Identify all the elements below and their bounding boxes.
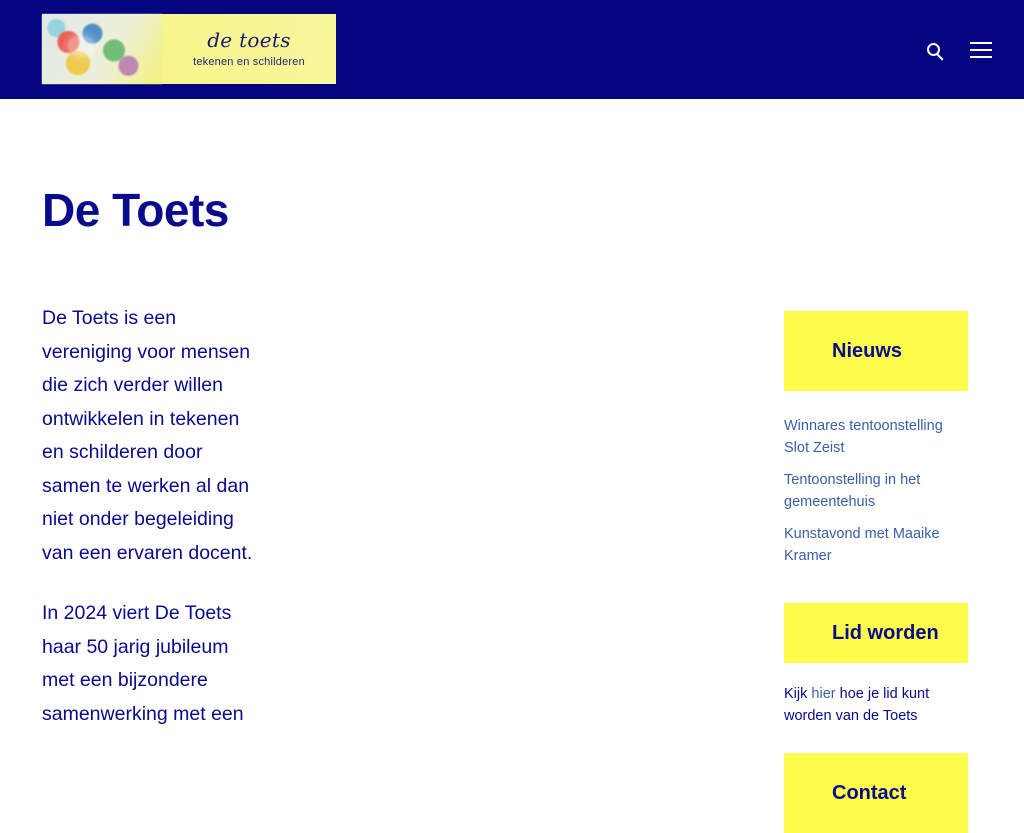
menu-toggle-button[interactable]: [968, 37, 994, 63]
list-item[interactable]: [784, 469, 968, 513]
logo-text: [162, 14, 336, 84]
membership-text: [784, 663, 968, 727]
membership-text-after: hoe je lid kunt worden van de Toets: [784, 686, 930, 724]
search-button[interactable]: [920, 37, 946, 63]
news-link[interactable]: Tentoonstelling in het gemeentehuis: [784, 472, 921, 510]
site-header: [0, 0, 1024, 99]
logo-title: de toets: [207, 28, 291, 52]
page-title: De Toets: [42, 184, 229, 236]
intro-text: [42, 302, 260, 731]
widget-title-lid-worden: Lid worden: [784, 603, 968, 663]
sidebar: [784, 311, 968, 833]
palette-painting-icon: [42, 14, 162, 84]
spacer: [784, 727, 968, 753]
membership-text-before: Kijk: [784, 686, 808, 702]
paragraph: In 2024 viert De Toets haar 50 jarig jubileum met een bijzondere samenwerking met een: [42, 602, 244, 725]
burger-line: [970, 42, 992, 44]
spacer: [784, 577, 968, 603]
header-actions: [920, 0, 994, 99]
membership-link[interactable]: hier: [811, 686, 836, 702]
news-link[interactable]: Kunstavond met Maaike Kramer: [784, 526, 940, 564]
news-link[interactable]: Winnares tentoonstelling Slot Zeist: [784, 418, 943, 456]
list-item[interactable]: [784, 523, 968, 567]
burger-line: [970, 49, 992, 51]
main-content: [42, 99, 742, 758]
widget-title-contact: Contact: [784, 753, 968, 833]
burger-line: [970, 56, 992, 58]
logo-subtitle: tekenen en schilderen: [193, 56, 305, 68]
widget-title-nieuws: Nieuws: [784, 311, 968, 391]
site-logo[interactable]: [42, 14, 336, 84]
page-body: [0, 99, 1024, 804]
paragraph: De Toets is een vereniging voor mensen die zich verder willen ontwikkelen in tekenen en schilderen door samen te werken al dan niet onder begeleiding van een ervaren docent.: [42, 307, 253, 564]
news-list: [784, 391, 968, 567]
search-icon: [927, 43, 940, 56]
hamburger-menu-icon: [970, 42, 992, 58]
list-item[interactable]: [784, 415, 968, 459]
